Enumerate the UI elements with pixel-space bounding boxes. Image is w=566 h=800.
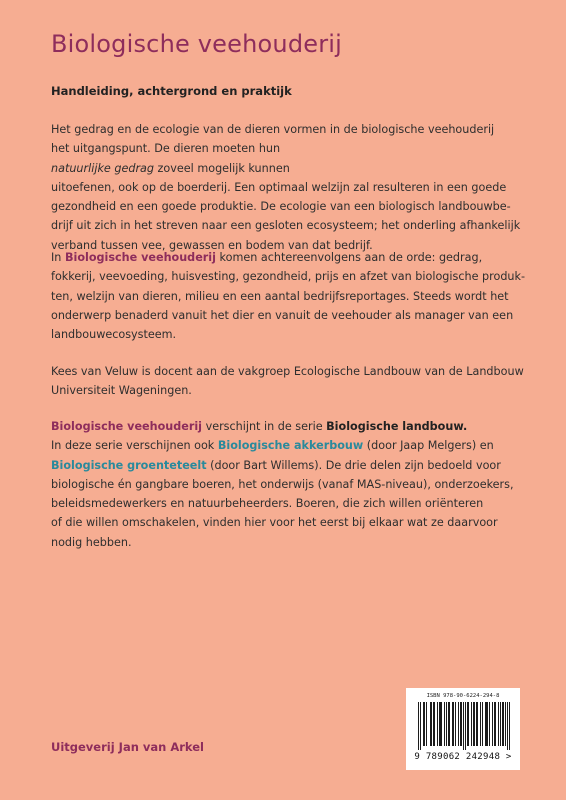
text-line: drijf uit zich in het streven naar een gesloten ecosysteem; het onderling afhankelijk bbox=[51, 219, 521, 233]
emphasis-text: natuurlijke gedrag bbox=[51, 161, 154, 175]
text-fragment: zoveel mogelijk kunnen bbox=[154, 161, 290, 175]
related-book-groenteteelt: Biologische groenteteelt bbox=[51, 458, 207, 472]
barcode-bars-icon bbox=[418, 702, 510, 750]
text-line: nodig hebben. bbox=[51, 535, 132, 549]
text-line: het uitgangspunt. De dieren moeten hun bbox=[51, 142, 281, 156]
author-paragraph bbox=[51, 362, 524, 401]
book-title-inline: Biologische veehouderij bbox=[51, 420, 203, 433]
text-fragment: (door Jaap Melgers) en bbox=[363, 439, 494, 453]
text-line: Kees van Veluw is docent aan de vakgroep Ecologische Landbouw van de Landbouw bbox=[51, 365, 524, 378]
text-line: beleidsmedewerkers en natuurbeheerders. Boeren, die zich willen oriënteren bbox=[51, 497, 484, 511]
text-line bbox=[51, 436, 521, 455]
intro-paragraph bbox=[51, 120, 521, 255]
text-line: Het gedrag en de ecologie van de dieren vormen in de biologische veehouderij bbox=[51, 123, 495, 136]
publisher-name: Uitgeverij Jan van Arkel bbox=[51, 740, 204, 754]
text-line bbox=[51, 159, 521, 178]
text-line: landbouwecosysteem. bbox=[51, 328, 177, 342]
text-line: onderwerp benaderd vanuit het dier en vanuit de veehouder als manager van een bbox=[51, 308, 514, 322]
text-fragment: In bbox=[51, 251, 65, 264]
text-line: Universiteit Wageningen. bbox=[51, 384, 192, 398]
text-line: biologische én gangbare boeren, het onderwijs (vanaf MAS-niveau), onderzoekers, bbox=[51, 477, 514, 491]
text-line bbox=[51, 456, 521, 475]
book-title-inline: Biologische veehouderij bbox=[64, 251, 216, 264]
text-line: of die willen omschakelen, vinden hier voor het eerst bij elkaar wat ze daarvoor bbox=[51, 516, 498, 530]
text-line: gezondheid en een goede produktie. De ecologie van een biologisch landbouwbe- bbox=[51, 200, 511, 214]
text-fragment: verschijnt in de serie bbox=[202, 420, 327, 433]
text-line: verband tussen vee, gewassen en bodem van dat bedrijf. bbox=[51, 238, 373, 252]
isbn-barcode bbox=[406, 688, 520, 770]
text-fragment: (door Bart Willems). De drie delen zijn bedoeld voor bbox=[206, 458, 501, 472]
isbn-label: ISBN 978-90-6224-294-8 bbox=[426, 693, 500, 699]
text-line: uitoefenen, ook op de boerderij. Een optimaal welzijn zal resulteren in een goede bbox=[51, 180, 507, 194]
related-book-akkerbouw: Biologische akkerbouw bbox=[217, 439, 364, 453]
contents-paragraph bbox=[51, 248, 526, 344]
text-fragment: In deze serie verschijnen ook bbox=[51, 439, 218, 453]
barcode-digits: 9 789062 242948 > bbox=[414, 752, 512, 762]
book-subtitle: Handleiding, achtergrond en praktijk bbox=[51, 84, 292, 98]
series-paragraph bbox=[51, 417, 521, 552]
book-title: Biologische veehouderij bbox=[51, 30, 343, 58]
text-line: fokkerij, veevoeding, huisvesting, gezondheid, prijs en afzet van biologische produk- bbox=[51, 270, 526, 284]
text-line bbox=[51, 417, 521, 436]
text-fragment: komen achtereenvolgens aan de orde: gedrag, bbox=[215, 251, 483, 264]
text-fragment: . bbox=[462, 420, 468, 433]
text-line: ten, welzijn van dieren, milieu en een aantal bedrijfsreportages. Steeds wordt het bbox=[51, 289, 509, 303]
series-name: Biologische landbouw bbox=[326, 420, 463, 433]
text-line bbox=[51, 248, 521, 267]
